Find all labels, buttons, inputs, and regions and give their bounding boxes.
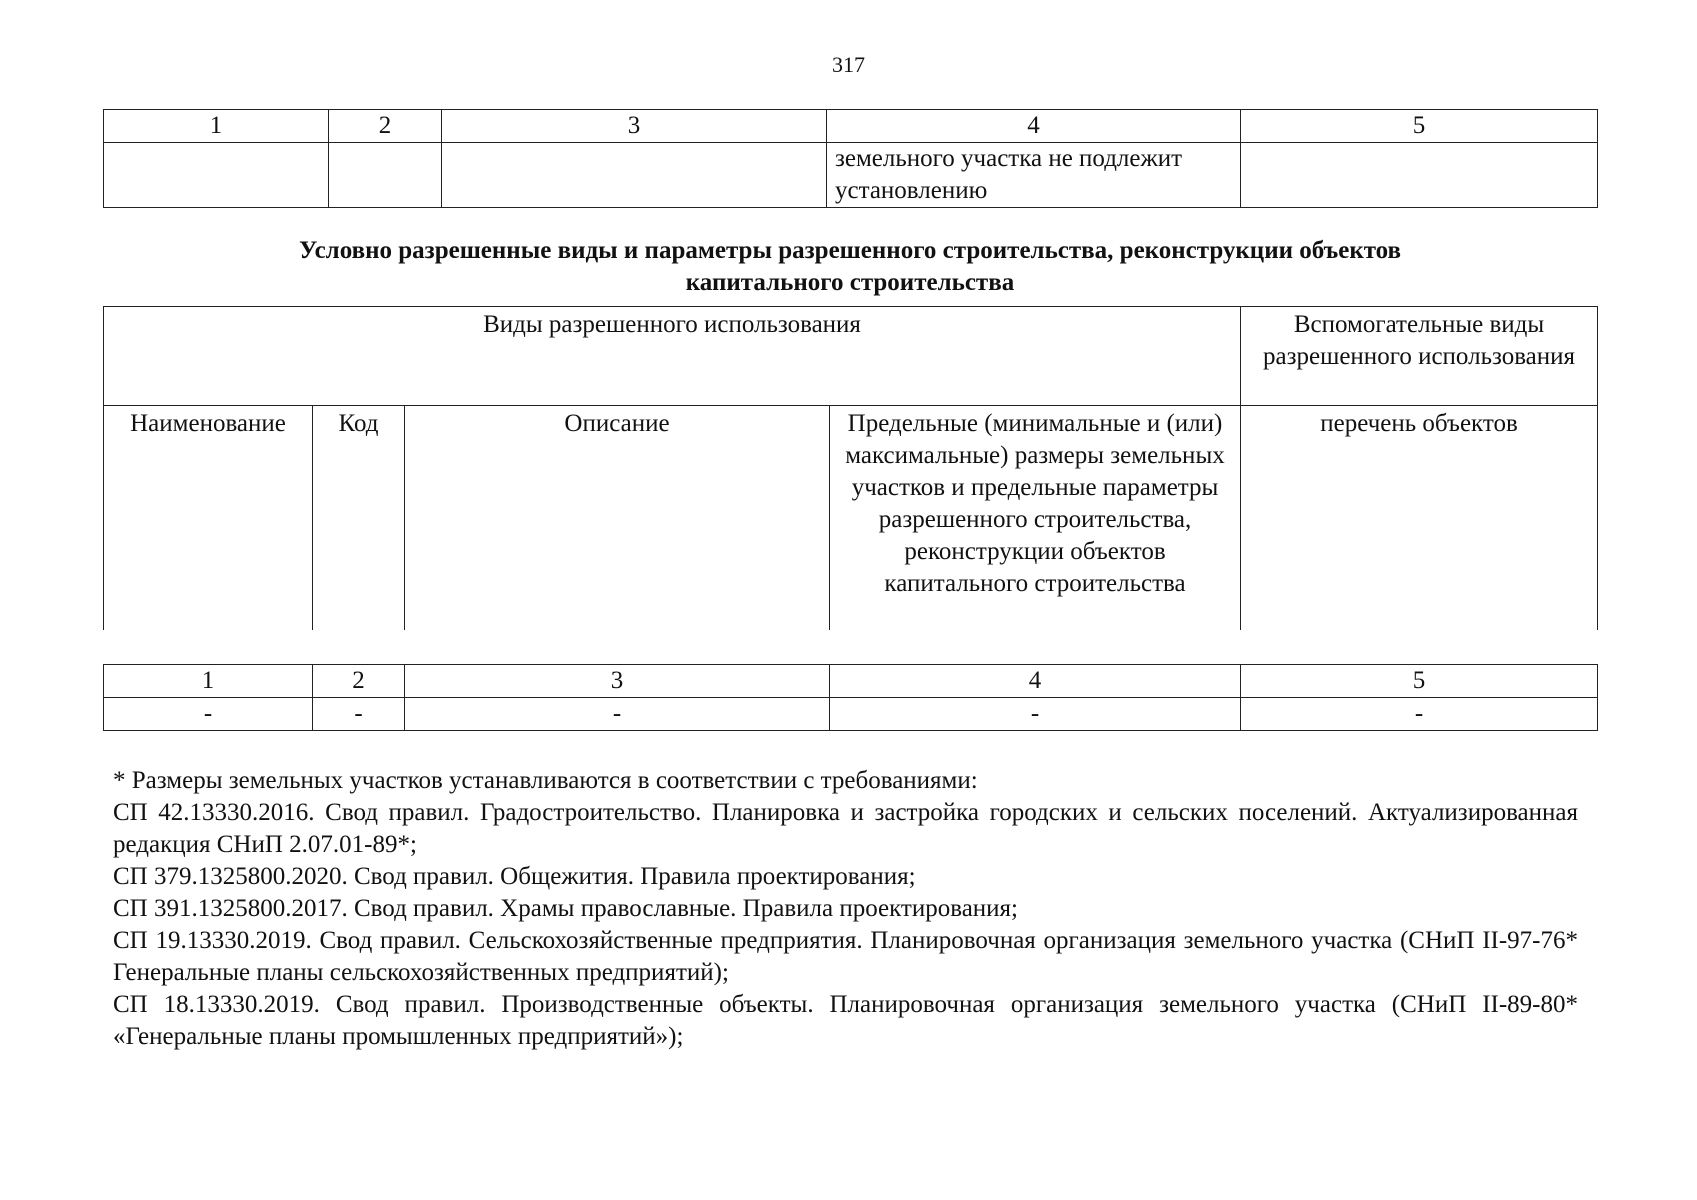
table-header-row [104,665,1598,698]
footnote-item: СП 42.13330.2016. Свод правил. Градостроительство. Планировка и застройка городских и сельских поселений. Актуализированная редакция СНиП 2.07.01-89*; [113,799,1578,858]
column-header-name: Наименование [104,406,313,631]
numbered-table [103,664,1598,731]
column-header-code: Код [313,406,405,631]
group-header-aux: Вспомогательные виды разрешенного использования [1241,307,1598,406]
number-cell-4: 4 [830,665,1241,698]
dash-cell-5: - [1241,698,1598,731]
header-cell-1: 1 [104,110,329,143]
header-cell-2: 2 [329,110,442,143]
footnote-item: СП 379.1325800.2020. Свод правил. Общежития. Правила проектирования; [113,863,916,890]
section-title-line-1: Условно разрешенные виды и параметры разрешенного строительства, реконструкции объектов [298,237,1402,264]
table-header-row [104,110,1598,143]
column-header-objects-list: перечень объектов [1241,406,1598,631]
body-cell-1 [104,143,329,208]
body-cell-4: земельного участка не подлежит установлению [827,143,1241,208]
body-cell-2 [329,143,442,208]
group-header-row [104,307,1598,406]
footnotes [113,765,1578,1053]
page-number: 317 [832,52,865,77]
footnote-item: СП 18.13330.2019. Свод правил. Производственные объекты. Планировочная организация земельного участка (СНиП II-89-80* «Генеральные планы промышленных предприятий»); [113,991,1578,1050]
dash-cell-1: - [104,698,313,731]
number-cell-3: 3 [405,665,830,698]
number-cell-2: 2 [313,665,405,698]
header-cell-3: 3 [442,110,827,143]
column-header-parameters: Предельные (минимальные и (или) максимальные) размеры земельных участков и предельные параметры разрешенного строительства, реконструкции объектов капитального строительства [830,406,1241,631]
dash-cell-2: - [313,698,405,731]
column-header-description: Описание [405,406,830,631]
column-header-row [104,406,1598,631]
body-cell-3 [442,143,827,208]
permitted-uses-table [103,306,1598,630]
section-title [103,235,1597,299]
table-row [104,698,1598,731]
number-cell-5: 5 [1241,665,1598,698]
number-cell-1: 1 [104,665,313,698]
group-header-main: Виды разрешенного использования [104,307,1241,406]
continuation-table [103,109,1598,208]
header-cell-5: 5 [1241,110,1598,143]
table-row [104,143,1598,208]
footnote-intro: * Размеры земельных участков устанавливаются в соответствии с требованиями: [113,767,978,794]
dash-cell-3: - [405,698,830,731]
section-title-line-2: капитального строительства [685,269,1015,296]
header-cell-4: 4 [827,110,1241,143]
footnote-item: СП 391.1325800.2017. Свод правил. Храмы православные. Правила проектирования; [113,895,1018,922]
dash-cell-4: - [830,698,1241,731]
body-cell-5 [1241,143,1598,208]
footnote-item: СП 19.13330.2019. Свод правил. Сельскохозяйственные предприятия. Планировочная организация земельного участка (СНиП II-97-76* Генеральные планы сельскохозяйственных предприятий); [113,927,1578,986]
